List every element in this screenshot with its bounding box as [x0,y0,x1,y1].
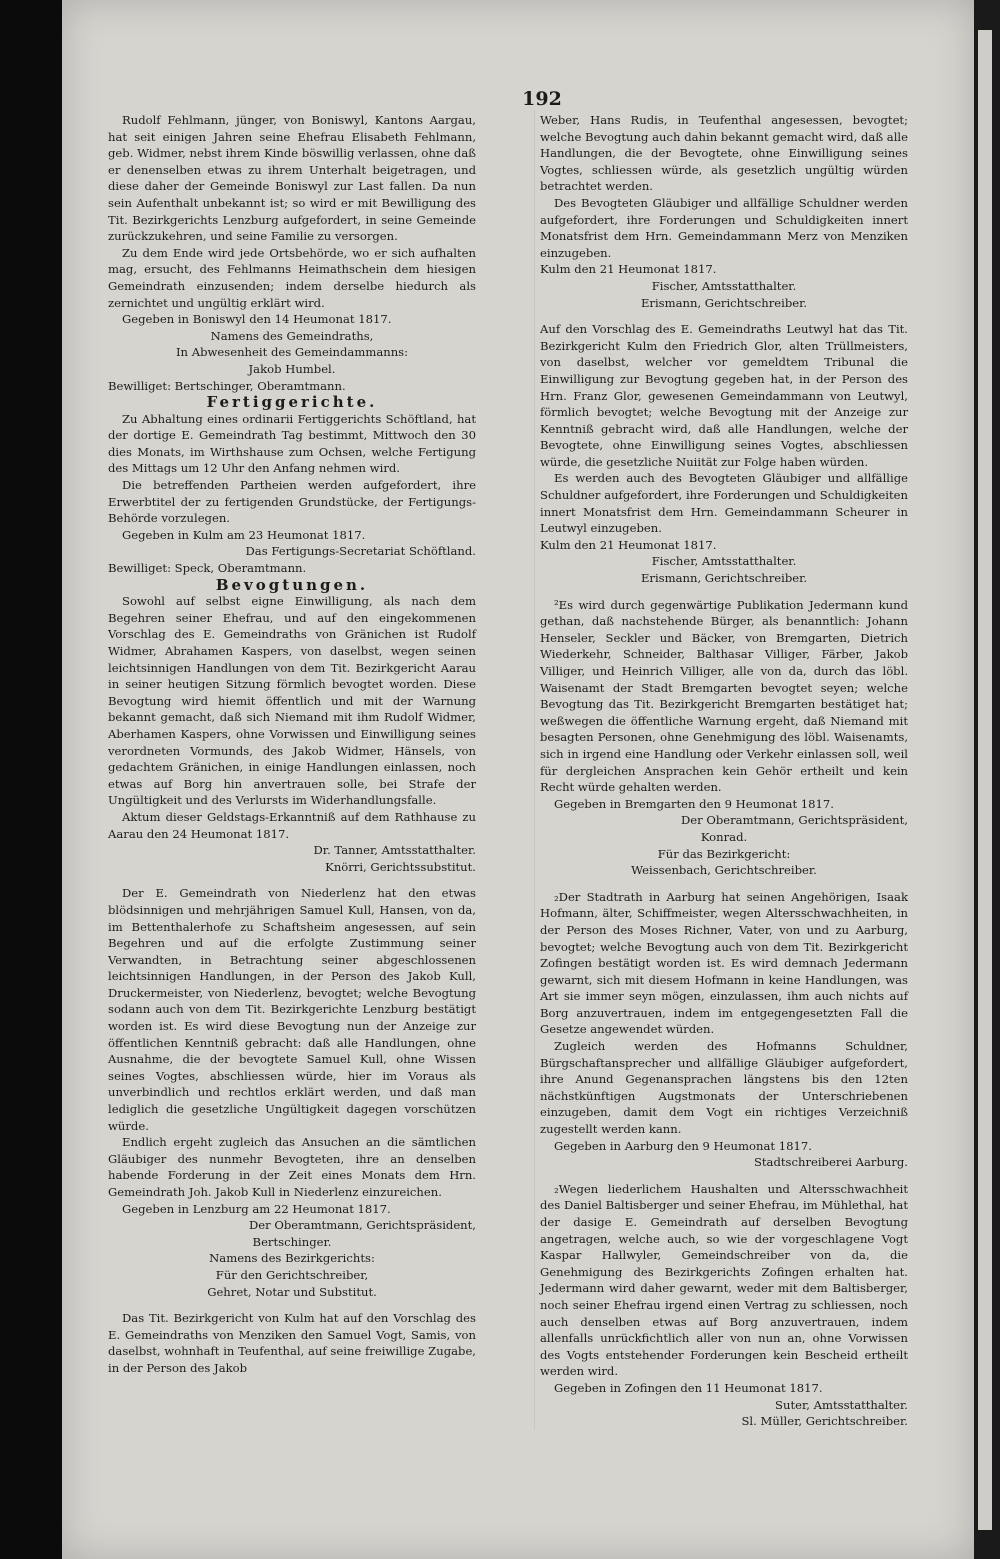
notice-paragraph: ₂Der Stadtrath in Aarburg hat seinen Angehörigen, Isaak Hofmann, älter, Schiffmeister, wegen Altersschwachheiten, in der Person des Moses Richner, Vater, von und zu Aarburg, bevogtet; welche Bevogtung auch von dem Tit. Bezirkgericht Zofingen bestätigt worden ist. Es wird demnach Jedermann gewarnt, sich mit diesem Hofmann in keine Handlungen, was Art sie immer seyn mögen, einzulassen, ihm auch nichts auf Borg anzuvertrauen, indem im entgegengesetzten Fall die Gesetze angewendet würden. [540,889,908,1037]
notice-date: Gegeben in Aarburg den 9 Heumonat 1817. [554,1138,812,1153]
notice-paragraph: Weber, Hans Rudis, in Teufenthal angesessen, bevogtet; welche Bevogtung auch dahin bekannt gemacht wird, daß alle Handlungen, die der Bevogtete, ohne Einwilligung seines Vogtes, schliessen würde, als gesetzlich ungültig würden betrachtet werden. [540,113,908,194]
approval-line: Bewilliget: Bertschinger, Oberamtmann. [108,378,346,393]
notice-date: Gegeben in Lenzburg am 22 Heumonat 1817. [122,1201,391,1216]
notice-date: Gegeben in Bremgarten den 9 Heumonat 1817. [554,796,834,811]
notice-paragraph: Sowohl auf selbst eigne Einwilligung, als nach dem Begehren seiner Ehefrau, und auf den eingekommenen Vorschlag des E. Gemeindraths von Gränichen ist Rudolf Widmer, Abrahamen Kaspers, von daselbst, wegen seinen leichtsinnigen Handlungen von dem Tit. Bezirkgericht Aarau in seiner heutigen Sitzung förmlich bevogtet worden. Diese Bevogtung wird hiemit öffentlich und mit der Warnung bekannt gemacht, daß sich Niemand mit ihm Rudolf Widmer, Aberhamen Kaspers, ohne Vorwissen und Einwilligung seines verordneten Vormunds, des Jakob Widmer, Hänsels, von gedachtem Gränichen, in einige Handlungen einlassen, noch etwas auf Borg hin anvertrauen solle, bei Strafe der Ungültigkeit und des Verlursts im Widerhandlungsfalle. [108,594,476,808]
notice-paragraph: Zugleich werden des Hofmanns Schuldner, Bürgschaftansprecher und allfällige Gläubiger aufgefordert, ihre Anund Gegenansprachen längstens bis den 12ten nächstkünftigen Augstmonats der Unterschriebenen einzugeben, damit dem Vogt ein richtiges Verzeichniß zugestellt werden kann. [540,1039,908,1137]
section-heading: Fertiggerichte. [206,393,378,412]
notice-paragraph: Zu dem Ende wird jede Ortsbehörde, wo er sich aufhalten mag, ersucht, des Fehlmanns Heimathschein dem hiesigen Gemeindrath einzusenden; indem derselbe hiedurch als zernichtet und ungültig erklärt wird. [108,245,476,310]
notice-date: Kulm den 21 Heumonat 1817. [540,537,717,552]
column-gutter [534,110,535,1430]
notice-paragraph: Der E. Gemeindrath von Niederlenz hat den etwas blödsinnigen und mehrjährigen Samuel Kull, Hansen, von da, im Bettenthalerhofe zu Schaftsheim angesessen, auf sein Begehren und auf die erfolgte Zustimmung seiner Verwandten, in Betrachtung seiner abgeschlossenen leichtsinnigen Handlungen, in der Person des Jakob Kull, Druckermeister, von Niederlenz, bevogtet; welche Bevogtung sodann auch von dem Tit. Bezirkgerichte Lenzburg bestätigt worden ist. Es wird diese Bevogtung nun der Anzeige zur öffentlichen Kenntniß gebracht: daß alle Handlungen, ohne Ausnahme, die der bevogtete Samuel Kull, ohne Wissen seines Vogtes, abschliessen würde, hier im Voraus als unverbindlich und rechtlos erklärt werden, und daß man lediglich die gesetzliche Ungültigkeit dagegen vorschützen würde. [108,886,476,1133]
page-number: 192 [522,88,562,110]
signature-line: Weissenbach, Gerichtschreiber. [631,863,817,878]
left-column [108,112,476,1377]
signature-line: Für das Bezirkgericht: [657,846,791,861]
signature-line: Sl. Müller, Gerichtschreiber. [741,1414,908,1429]
signature-line: Erismann, Gerichtschreiber. [640,295,808,310]
signature-line: Stadtschreiberei Aarburg. [753,1155,908,1170]
signature-name: Konrad. [700,829,748,844]
signature-line: Fischer, Amtsstatthalter. [651,278,797,293]
signature-line: Namens des Bezirkgerichts: [209,1251,375,1266]
notice-paragraph: Zu Abhaltung eines ordinarii Fertiggerichts Schöftland, hat der dortige E. Gemeindrath Tag bestimmt, Mittwoch den 30 dies Monats, im Wirthshause zum Ochsen, welche Fertigung des Mittags um 12 Uhr den Anfang nehmen wird. [108,411,476,476]
signature-line: Für den Gerichtschreiber, [215,1267,369,1282]
signature-line: Namens des Gemeindraths, [210,328,374,343]
notice-paragraph: ²Es wird durch gegenwärtige Publikation Jedermann kund gethan, daß nachstehende Bürger, als benanntlich: Johann Henseler, Seckler und Bäcker, von Bremgarten, Dietrich Wiederkehr, Schneider, Balthasar Villiger, Färber, Jakob Villiger, und Heinrich Villiger, alle von da, durch das löbl. Waisenamt der Stadt Bremgarten bevogtet seyen; welche Bevogtung das Tit. Bezirkgericht Bremgarten bestätiget hat; weßwegen die öffentliche Warnung ergeht, daß Niemand mit besagten Personen, ohne Genehmigung des löbl. Waisenamts, sich in irgend eine Handlung oder Verkehr einlassen soll, weil für dergleichen Ansprachen kein Gehör ertheilt und kein Recht würde gehalten werden. [540,597,908,795]
signature-name: Gehret, Notar und Substitut. [207,1284,377,1299]
signature-line: Dr. Tanner, Amtsstatthalter. [313,843,476,858]
next-page-edge [978,30,992,1530]
notice-date: Gegeben in Zofingen den 11 Heumonat 1817. [554,1380,823,1395]
notice-date: Gegeben in Kulm am 23 Heumonat 1817. [122,527,366,542]
signature-name: Jakob Humbel. [248,361,336,376]
notice-date: Gegeben in Boniswyl den 14 Heumonat 1817. [122,312,392,327]
notice-paragraph: Rudolf Fehlmann, jünger, von Boniswyl, Kantons Aargau, hat seit einigen Jahren seine Ehefrau Elisabeth Fehlmann, geb. Widmer, nebst ihrem Kinde böswillig verlassen, ohne daß er denenselben etwas zu ihrem Unterhalt beigetragen, und diese daher der Gemeinde Boniswyl zur Last fallen. Da nun sein Aufenthalt unbekannt ist; so wird er mit Bewilligung des Tit. Bezirkgerichts Lenzburg aufgefordert, in seine Gemeinde zurückzukehren, und seine Familie zu versorgen. [108,113,476,244]
section-heading: Bevogtungen. [215,575,369,594]
notice-paragraph: Auf den Vorschlag des E. Gemeindraths Leutwyl hat das Tit. Bezirkgericht Kulm den Friedrich Glor, alten Trüllmeisters, von daselbst, welcher vor gemeldtem Tribunal die Einwilligung zur Bevogtung gegeben hat, in der Person des Hrn. Franz Glor, gewesenen Gemeindammann von Leutwyl, förmlich bevogtet; welche Bevogtung mit der Anzeige zur Kenntniß gebracht wird, daß alle Handlungen, welche der Bevogtete, ohne Einwilligung seines Vogtes, abschliessen würde, die gesetzliche Nuiität zur Folge haben würden. [540,322,908,469]
notice-paragraph: Es werden auch des Bevogteten Gläubiger und allfällige Schuldner aufgefordert, ihre Forderungen und Schuldigkeiten innert Monatsfrist dem Hrn. Gemeindammann Scheurer in Leutwyl einzugeben. [540,471,908,536]
notice-date: Kulm den 21 Heumonat 1817. [540,262,717,277]
signature-name: Bertschinger. [252,1234,332,1249]
notice-paragraph: Die betreffenden Partheien werden aufgefordert, ihre Erwerbtitel der zu fertigenden Grundstücke, der Fertigungs-Behörde vorzulegen. [108,478,476,526]
signature-line: Knörri, Gerichtssubstitut. [325,859,476,874]
notice-paragraph: Das Tit. Bezirkgericht von Kulm hat auf den Vorschlag des E. Gemeindraths von Menziken den Samuel Vogt, Samis, von daselbst, wohnhaft in Teufenthal, auf seine freiwillige Zugabe, in der Person des Jakob [108,1311,476,1375]
notice-date: Aktum dieser Geldstags-Erkanntniß auf dem Rathhause zu Aarau den 24 Heumonat 1817. [108,809,476,841]
signature-line: Erismann, Gerichtschreiber. [640,571,808,586]
notice-paragraph: ₂Wegen liederlichem Haushalten und Altersschwachheit des Daniel Baltisberger und seiner Ehefrau, im Mühlethal, hat der dasige E. Gemeindrath auf derselben Bevogtung angetragen, welche auch, so wie der vorgeschlagene Vogt Kaspar Hallwyler, Gemeindschreiber von da, die Genehmigung des Bezirkgerichts Zofingen erhalten hat. Jedermann wird daher gewarnt, weder mit dem Baltisberger, noch seiner Ehefrau irgend einen Vertrag zu schliessen, noch auch denselben etwas auf Borg anzuvertrauen, indem allenfalls unrückfichtlich aller von nun an, ohne Vorwissen des Vogts entstehender Forderungen kein Bescheid ertheilt werden wird. [540,1181,908,1379]
right-column [540,112,908,1430]
signature-line: Der Oberamtmann, Gerichtspräsident, [680,813,908,828]
signature-line: Das Fertigungs-Secretariat Schöftland. [245,544,476,559]
signature-line: Fischer, Amtsstatthalter. [651,554,797,569]
approval-line: Bewilliget: Speck, Oberamtmann. [108,561,307,576]
signature-line: In Abwesenheit des Gemeindammanns: [175,345,409,360]
signature-line: Suter, Amtsstatthalter. [775,1397,908,1412]
signature-line: Der Oberamtmann, Gerichtspräsident, [248,1218,476,1233]
notice-paragraph: Endlich ergeht zugleich das Ansuchen an die sämtlichen Gläubiger des nunmehr Bevogteten, ihre an denselben habende Forderung in der Zeit eines Monats dem Hrn. Gemeindrath Joh. Jakob Kull in Niederlenz einzureichen. [108,1135,476,1199]
notice-paragraph: Des Bevogteten Gläubiger und allfällige Schuldner werden aufgefordert, ihre Forderungen und Schuldigkeiten innert Monatsfrist dem Hrn. Gemeindammann Merz von Menziken einzugeben. [540,195,908,260]
